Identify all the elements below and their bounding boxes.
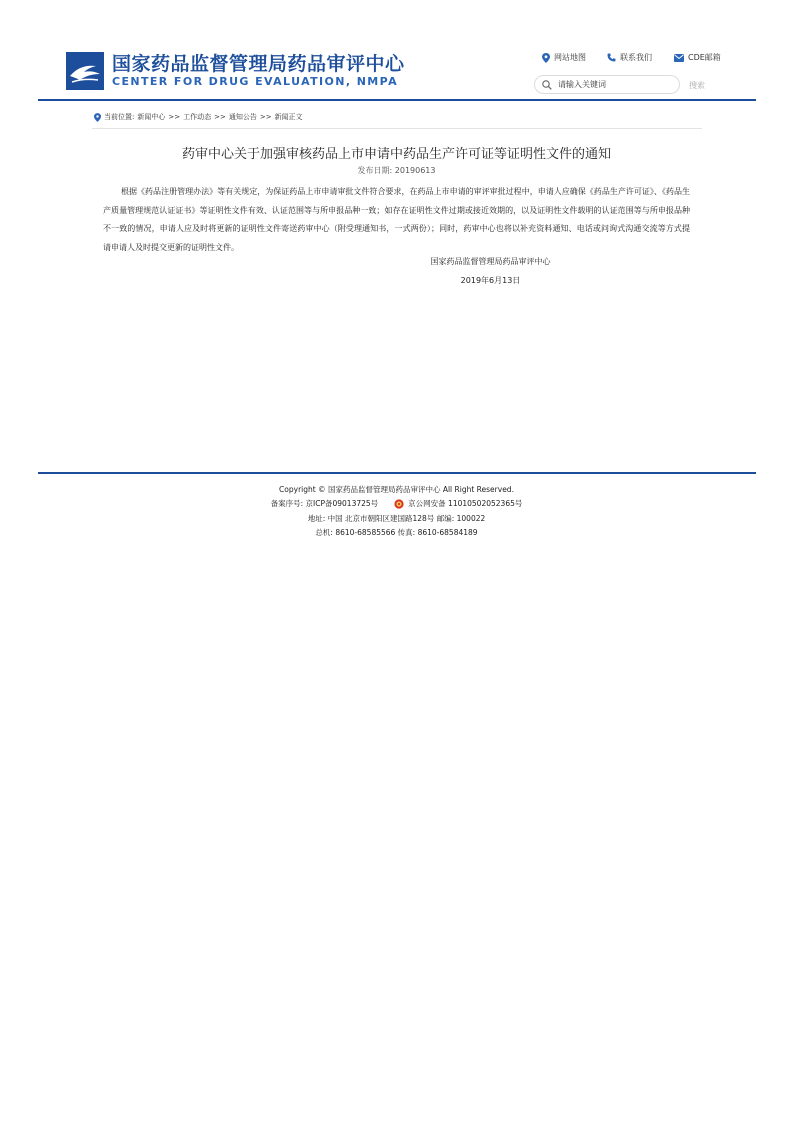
footer-address: 地址: 中国 北京市朝阳区建国路128号 邮编: 100022 [307, 514, 486, 523]
icp-link[interactable]: 备案序号: 京ICP备09013725号 [270, 499, 379, 508]
email-label: CDE邮箱 [688, 53, 721, 62]
breadcrumb-item-work-news[interactable]: 工作动态 [183, 113, 212, 121]
publish-date [0, 165, 793, 176]
breadcrumb-divider [92, 128, 702, 129]
location-pin-icon [542, 53, 550, 63]
breadcrumb-item-news-center[interactable]: 新闻中心 [137, 113, 166, 121]
site-title: 国家药品监督管理局药品审评中心 [112, 53, 405, 75]
search-input[interactable] [558, 80, 668, 89]
search-icon [542, 80, 552, 90]
sitemap-link[interactable] [542, 52, 586, 63]
police-badge-icon [394, 499, 404, 509]
breadcrumb-item-current: 新闻正文 [274, 113, 303, 121]
publish-date-value: 20190613 [394, 166, 436, 175]
sitemap-label: 网站地图 [554, 53, 586, 62]
breadcrumb-separator: >> [214, 113, 226, 121]
site-logo[interactable] [66, 52, 104, 90]
publish-date-label: 发布日期: [357, 166, 393, 175]
header-divider [38, 99, 756, 101]
footer-divider [38, 472, 756, 474]
cde-email-link[interactable] [674, 52, 721, 63]
contact-label: 联系我们 [620, 53, 652, 62]
footer-phones: 总机: 8610-68585566 传真: 8610-68584189 [315, 528, 478, 537]
search-button[interactable]: 搜索 [689, 81, 705, 90]
mail-icon [674, 54, 684, 62]
breadcrumb [94, 112, 303, 122]
footer-registration [0, 498, 793, 509]
article-body: 根据《药品注册管理办法》等有关规定，为保证药品上市申请审批文件符合要求，在药品上市申请的审评审批过程中，申请人应确保《药品生产许可证》、《药品生产质量管理规范认证证书》等证明性文件有效、认证范围等与所申报品种一致；如存在证明性文件过期或接近效期的，以及证明性文件载明的认证范围等与所申报品种不一致的情况，申请人应及时将更新的证明性文件寄送药审中心（附受理通知书，一式两份）；同时，药审中心也将以补充资料通知、电话或问询式沟通交流等方式提请申请人及时提交更新的证明性文件。 [103, 187, 690, 252]
phone-icon [607, 53, 616, 62]
article-title: 药审中心关于加强审核药品上市申请中药品生产许可证等证明性文件的通知 [181, 147, 611, 162]
search-box[interactable] [534, 75, 680, 94]
police-record-link[interactable]: 京公网安备 11010502052365号 [408, 499, 523, 508]
breadcrumb-item-notices[interactable]: 通知公告 [228, 113, 257, 121]
footer-copyright: Copyright © 国家药品监督管理局药品审评中心 All Right Reserved. [279, 485, 514, 494]
breadcrumb-separator: >> [259, 113, 272, 121]
signature-date: 2019年6月13日 [460, 276, 521, 285]
location-pin-icon [94, 113, 101, 122]
breadcrumb-prefix: 当前位置: [104, 113, 135, 121]
signature-organization: 国家药品监督管理局药品审评中心 [430, 257, 551, 266]
site-subtitle: CENTER FOR DRUG EVALUATION, NMPA [112, 75, 399, 88]
breadcrumb-separator: >> [168, 113, 181, 121]
contact-link[interactable] [607, 52, 652, 63]
